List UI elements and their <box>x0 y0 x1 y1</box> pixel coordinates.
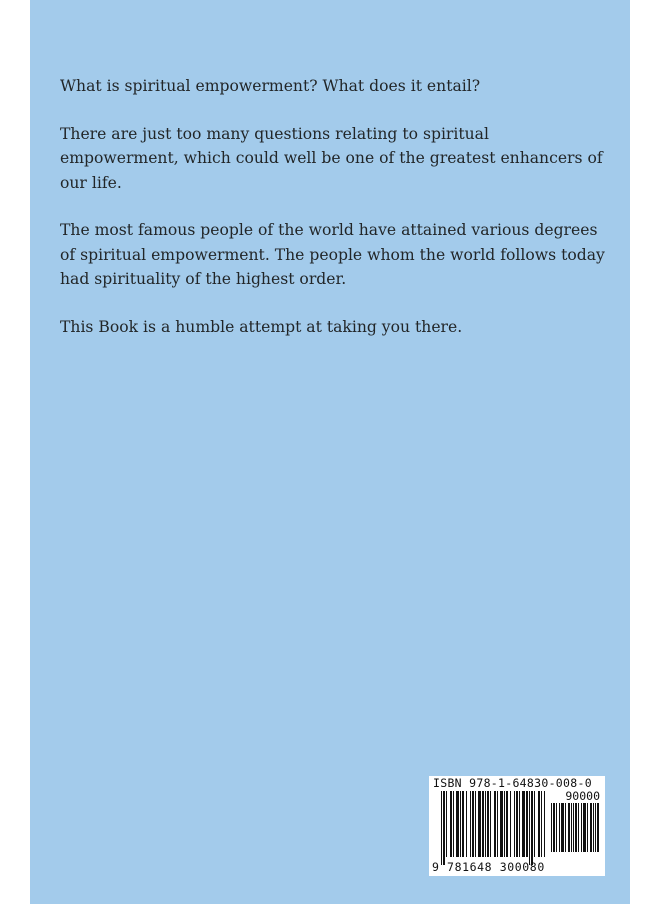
price-code: 90000 <box>565 789 600 803</box>
barcode-bar <box>510 791 511 857</box>
barcode-bar <box>559 803 560 852</box>
barcode-bar <box>565 803 566 852</box>
barcode-digits: 9 781648 300080 <box>432 860 545 874</box>
barcode-bar <box>551 803 552 852</box>
barcode-bar <box>593 803 594 852</box>
barcode-bar <box>522 791 525 857</box>
barcode-bar <box>529 791 530 865</box>
blurb-paragraph-3: The most famous people of the world have attained various degrees of spiritual empowerment. The people whom the world follows today had spirituality of the highest order. <box>60 221 605 288</box>
barcode-bar <box>490 791 491 857</box>
barcode-bar <box>482 791 484 857</box>
blurb-paragraph-4: This Book is a humble attempt at taking you there. <box>60 317 463 336</box>
barcode-bar <box>485 791 486 857</box>
barcode-bar <box>544 791 545 857</box>
barcode-bar <box>575 803 577 852</box>
barcode-bar <box>519 791 520 857</box>
barcode-bar <box>583 803 586 852</box>
barcode-bar <box>556 803 557 852</box>
barcode-bar <box>531 791 533 865</box>
barcode-bar <box>497 791 498 857</box>
barcode-bar <box>587 803 588 852</box>
barcode-bar <box>541 791 542 857</box>
barcode-bar <box>581 803 582 852</box>
back-cover <box>30 0 630 904</box>
barcode-bar <box>514 791 515 857</box>
barcode-bar <box>538 791 540 857</box>
barcode-bar <box>475 791 476 857</box>
barcode-bar <box>571 803 572 852</box>
barcode-bar <box>494 791 496 857</box>
barcode-bar <box>597 803 599 852</box>
barcode-bar <box>526 791 528 857</box>
barcode-bar <box>568 803 570 852</box>
barcode-bar <box>446 791 447 857</box>
isbn-label: ISBN 978-1-64830-008-0 <box>433 776 592 790</box>
barcode-bar <box>595 803 596 852</box>
blurb-paragraph-2: There are just too many questions relating to spiritual empowerment, which could well be one of the greatest enhancers of our life. <box>60 124 603 192</box>
barcode-bar <box>516 791 518 857</box>
barcode-bar <box>487 791 489 857</box>
isbn-barcode <box>429 776 605 876</box>
barcode-bar <box>460 791 461 857</box>
barcode-bar <box>456 791 459 857</box>
barcode-bar <box>561 803 564 852</box>
blurb-text <box>60 74 608 362</box>
barcode-bar <box>573 803 574 852</box>
blurb-paragraph-1: What is spiritual empowerment? What does it entail? <box>60 77 481 95</box>
barcode-bar <box>553 803 555 852</box>
barcode-bar <box>506 791 508 857</box>
barcode-bar <box>450 791 452 857</box>
barcode-addon-bars <box>551 803 599 860</box>
barcode-main-bars <box>441 791 545 865</box>
barcode-bar <box>478 791 481 857</box>
barcode-bar <box>470 791 471 857</box>
barcode-bar <box>453 791 454 857</box>
barcode-bar <box>534 791 535 857</box>
barcode-bar <box>500 791 503 857</box>
barcode-bar <box>466 791 467 857</box>
barcode-bar <box>462 791 464 857</box>
barcode-bar <box>590 803 592 852</box>
barcode-bar <box>504 791 505 857</box>
barcode-bar <box>578 803 579 852</box>
barcode-bar <box>441 791 442 865</box>
barcode-bar <box>472 791 474 857</box>
barcode-bar <box>443 791 445 865</box>
